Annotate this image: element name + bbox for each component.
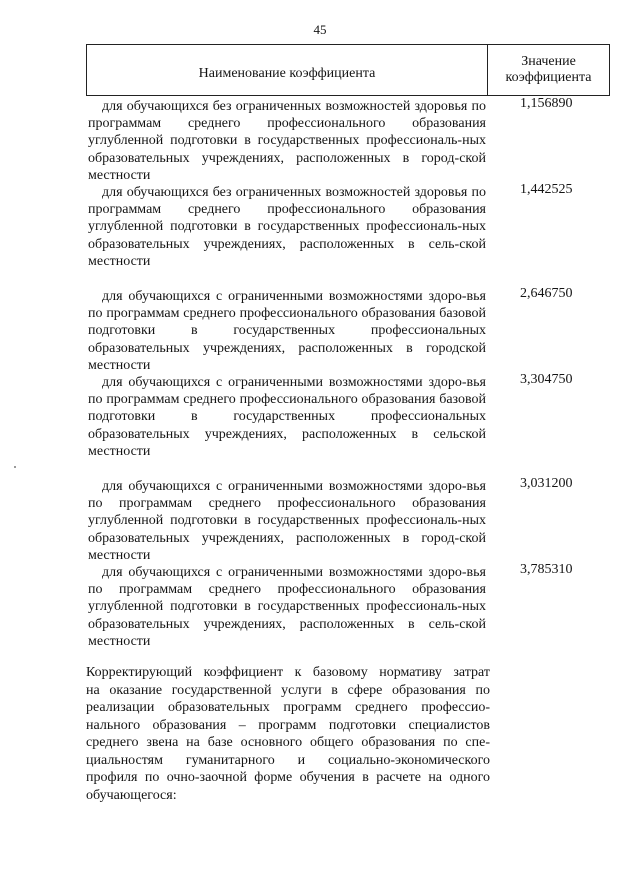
row-value: 1,156890 (520, 96, 573, 111)
page-number: 45 (313, 22, 327, 37)
row-description: для обучающихся с ограниченными возможностями здоро-вья по программам среднего профессионального образования углубленной подготовки в государственных профессиональ-ных образовательных учреждениях, расположенных в город-ской местности (88, 479, 486, 563)
table-row (88, 564, 610, 650)
footer-line: профиля по очно-заочной форме обучения в расчете на одного (86, 770, 490, 785)
table-row (88, 374, 610, 460)
header-value-column (488, 45, 609, 95)
footer-line: на оказание государственной услуги в сфере образования по (86, 682, 490, 698)
header-value-line2: коэффициента (505, 70, 592, 85)
table-row (88, 184, 610, 270)
footer-line: реализации образовательных программ среднего профессио- (86, 700, 490, 715)
row-description: для обучающихся без ограниченных возможностей здоровья по программам среднего профессионального образования углубленной подготовки в государственных профессиональ-ных образовательных учреждениях, расположенных в сель-ской местности (88, 185, 486, 269)
row-value: 2,646750 (520, 286, 573, 301)
row-description: для обучающихся с ограниченными возможностями здоро-вья по программам среднего профессионального образования углубленной подготовки в государственных профессиональ-ных образовательных учреждениях, расположенных в сель-ской местности (88, 565, 486, 649)
table-row (88, 288, 610, 374)
footer-line: среднего звена на базе основного общего образования по спе- (86, 735, 490, 750)
footer-line: обучающегося: (86, 787, 177, 803)
row-description: для обучающихся с ограниченными возможностями здоро-вья по программам среднего профессионального образования базовой подготовки в государственных профессиональных образовательных учреждениях, расположенных в городской местности (88, 289, 486, 373)
row-value: 3,031200 (520, 476, 573, 491)
table-row (88, 478, 610, 564)
header-value-line1: Значение (521, 54, 576, 69)
row-description: для обучающихся без ограниченных возможностей здоровья по программам среднего профессионального образования углубленной подготовки в государственных профессиональ-ных образовательных учреждениях, расположенных в город-ской местности (88, 99, 486, 183)
footer-line: нального образования – программ подготовки специалистов (86, 717, 490, 733)
row-value: 3,785310 (520, 562, 573, 577)
row-value: 1,442525 (520, 182, 573, 197)
table-header (86, 44, 610, 96)
row-value: 3,304750 (520, 372, 573, 387)
header-name-column: Наименование коэффициента (87, 45, 488, 95)
table-row (88, 98, 610, 184)
footer-line: циальностям гуманитарного и социально-экономического (86, 752, 490, 768)
row-description: для обучающихся с ограниченными возможностями здоро-вья по программам среднего профессионального образования базовой подготовки в государственных профессиональных образовательных учреждениях, расположенных в сельской местности (88, 375, 486, 459)
footer-paragraph (86, 664, 490, 804)
scan-dot (14, 466, 16, 468)
footer-line: Корректирующий коэффициент к базовому нормативу затрат (86, 665, 490, 680)
